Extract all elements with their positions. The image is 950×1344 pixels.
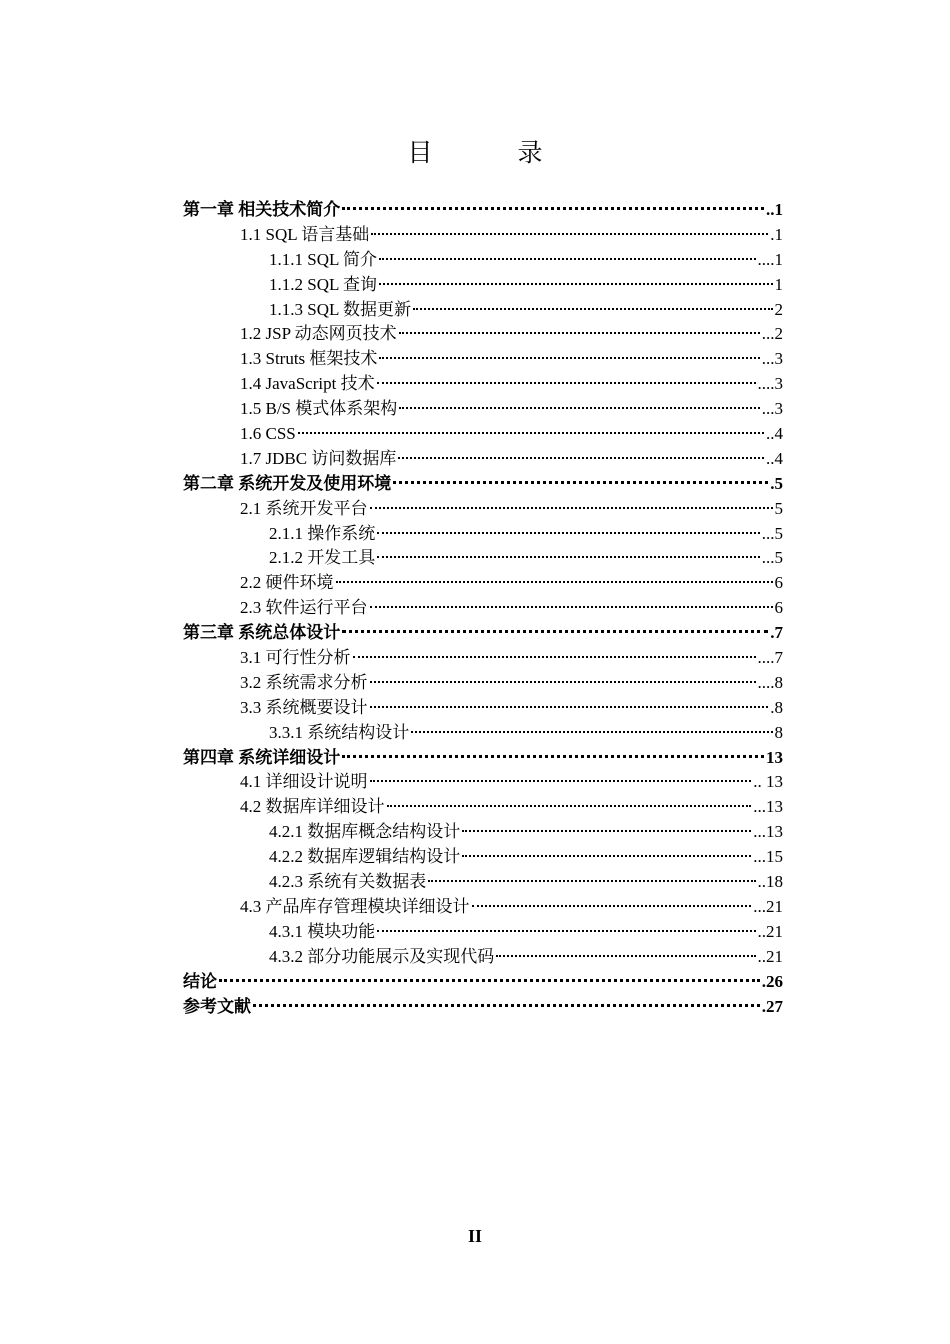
toc-section-entry[interactable] (183, 322, 783, 347)
toc-entry-label: 4.2.3 系统有关数据表 (269, 872, 427, 892)
toc-dot-leader (377, 929, 755, 932)
toc-dot-leader (370, 705, 769, 708)
toc-entry-page: ....8 (757, 672, 783, 692)
toc-entry-page: .26 (761, 971, 783, 991)
toc-entry-page: .5 (770, 473, 783, 493)
toc-entry-page: ..21 (757, 946, 783, 966)
toc-entry-page: ....3 (757, 374, 783, 394)
toc-section-entry[interactable] (183, 497, 783, 522)
toc-entry-page: ...13 (753, 822, 783, 842)
toc-entry-page: ...21 (753, 896, 783, 916)
toc-entry-label: 1.7 JDBC 访问数据库 (240, 448, 397, 468)
toc-dot-leader (342, 206, 764, 210)
toc-entry-page: 8 (774, 722, 783, 742)
toc-entry-label: 4.2 数据库详细设计 (240, 797, 385, 817)
toc-entry-page: 6 (774, 573, 783, 593)
toc-subsection-entry[interactable] (183, 248, 783, 273)
toc-dot-leader (472, 904, 752, 907)
toc-dot-leader (370, 506, 773, 509)
toc-entry-label: 3.1 可行性分析 (240, 648, 351, 668)
toc-subsection-entry[interactable] (183, 945, 783, 970)
toc-entry-label: 2.1.2 开发工具 (269, 548, 376, 568)
toc-entry-label: 第一章 相关技术简介 (183, 200, 341, 219)
toc-subsection-entry[interactable] (183, 920, 783, 945)
toc-section-entry[interactable] (183, 770, 783, 795)
toc-chapter-entry[interactable] (183, 621, 783, 646)
toc-entry-label: 第二章 系统开发及使用环境 (183, 473, 392, 493)
toc-section-entry[interactable] (183, 422, 783, 447)
toc-entry-label: 3.2 系统需求分析 (240, 672, 368, 692)
toc-chapter-entry[interactable] (183, 198, 783, 223)
toc-entry-label: 结论 (183, 971, 217, 991)
toc-dot-leader (342, 629, 768, 633)
toc-subsection-entry[interactable] (183, 298, 783, 323)
toc-dot-leader (253, 1003, 760, 1007)
toc-dot-leader (399, 406, 759, 409)
toc-entry-label: 2.1.1 操作系统 (269, 523, 376, 543)
toc-entry-label: 2.2 硬件环境 (240, 573, 334, 593)
toc-entry-page: ...13 (753, 797, 783, 817)
toc-entry-page: .8 (770, 697, 783, 717)
toc-entry-page: 5 (774, 498, 783, 518)
toc-entry-label: 3.3.1 系统结构设计 (269, 722, 410, 742)
toc-dot-leader (379, 356, 759, 359)
toc-section-entry[interactable] (183, 447, 783, 472)
toc-dot-leader (379, 257, 756, 260)
toc-subsection-entry[interactable] (183, 546, 783, 571)
toc-subsection-entry[interactable] (183, 845, 783, 870)
toc-entry-label: 1.5 B/S 模式体系架构 (240, 399, 398, 419)
toc-entry-page: ..4 (766, 424, 783, 444)
toc-entry-label: 1.1 SQL 语言基础 (240, 224, 370, 244)
toc-dot-leader (496, 954, 755, 957)
toc-dot-leader (342, 754, 764, 758)
toc-section-entry[interactable] (183, 347, 783, 372)
toc-section-entry[interactable] (183, 571, 783, 596)
toc-dot-leader (393, 480, 768, 484)
toc-entry-page: ..4 (766, 448, 783, 468)
toc-dot-leader (398, 456, 764, 459)
toc-entry-label: 2.1 系统开发平台 (240, 498, 368, 518)
toc-dot-leader (370, 779, 752, 782)
toc-dot-leader (298, 431, 764, 434)
toc-entry-page: 13 (766, 747, 783, 767)
toc-section-entry[interactable] (183, 223, 783, 248)
toc-section-entry[interactable] (183, 795, 783, 820)
toc-subsection-entry[interactable] (183, 273, 783, 298)
toc-entry-label: 参考文献 (183, 996, 251, 1016)
toc-chapter-entry[interactable] (183, 746, 783, 771)
page-number: II (467, 1226, 482, 1246)
toc-chapter-entry[interactable] (183, 472, 783, 497)
table-of-contents (183, 198, 783, 1019)
toc-dot-leader (462, 829, 751, 832)
toc-dot-leader (411, 730, 772, 733)
toc-section-entry[interactable] (183, 596, 783, 621)
toc-dot-leader (462, 854, 751, 857)
toc-entry-label: 4.3.2 部分功能展示及实现代码 (269, 946, 495, 966)
toc-dot-leader (370, 605, 773, 608)
toc-section-entry[interactable] (183, 895, 783, 920)
toc-entry-page: .1 (770, 224, 783, 244)
toc-dot-leader (413, 307, 773, 310)
toc-entry-label: 4.1 详细设计说明 (240, 772, 368, 792)
toc-dot-leader (371, 232, 768, 235)
toc-entry-label: 4.3 产品库存管理模块详细设计 (240, 896, 470, 916)
toc-chapter-entry[interactable] (183, 970, 783, 995)
toc-entry-label: 4.3.1 模块功能 (269, 921, 376, 941)
toc-entry-page: 6 (774, 598, 783, 618)
toc-section-entry[interactable] (183, 397, 783, 422)
toc-entry-page: .27 (761, 996, 783, 1016)
toc-dot-leader (387, 804, 752, 807)
toc-dot-leader (377, 381, 756, 384)
toc-dot-leader (428, 879, 755, 882)
toc-dot-leader (370, 680, 756, 683)
toc-chapter-entry[interactable] (183, 995, 783, 1020)
toc-section-entry[interactable] (183, 372, 783, 397)
toc-entry-page: ..1 (766, 200, 783, 219)
toc-entry-page: ...2 (761, 324, 783, 344)
toc-entry-page: ..21 (757, 921, 783, 941)
toc-entry-label: 1.2 JSP 动态网页技术 (240, 324, 397, 344)
toc-section-entry[interactable] (183, 696, 783, 721)
toc-dot-leader (379, 282, 773, 285)
toc-subsection-entry[interactable] (183, 870, 783, 895)
toc-entry-label: 第三章 系统总体设计 (183, 623, 341, 643)
toc-entry-page: ...5 (761, 548, 783, 568)
toc-subsection-entry[interactable] (183, 820, 783, 845)
toc-entry-page: .. 13 (753, 772, 783, 792)
toc-entry-label: 4.2.2 数据库逻辑结构设计 (269, 847, 461, 867)
toc-subsection-entry[interactable] (183, 721, 783, 746)
toc-entry-label: 2.3 软件运行平台 (240, 598, 368, 618)
toc-entry-page: ...3 (761, 349, 783, 369)
toc-entry-label: 4.2.1 数据库概念结构设计 (269, 822, 461, 842)
toc-dot-leader (353, 655, 756, 658)
page-title: 目 录 (407, 138, 573, 167)
toc-entry-label: 1.1.2 SQL 查询 (269, 274, 377, 294)
toc-entry-page: ..18 (757, 872, 783, 892)
toc-section-entry[interactable] (183, 646, 783, 671)
toc-entry-label: 1.3 Struts 框架技术 (240, 349, 378, 369)
toc-entry-label: 1.1.1 SQL 简介 (269, 249, 377, 269)
toc-entry-page: .7 (770, 623, 783, 643)
toc-dot-leader (219, 978, 760, 982)
toc-section-entry[interactable] (183, 671, 783, 696)
toc-dot-leader (336, 580, 773, 583)
toc-entry-page: 2 (774, 299, 783, 319)
toc-entry-page: ....1 (757, 249, 783, 269)
toc-entry-page: ...3 (761, 399, 783, 419)
toc-entry-page: ...15 (753, 847, 783, 867)
toc-entry-label: 3.3 系统概要设计 (240, 697, 368, 717)
toc-dot-leader (377, 555, 760, 558)
toc-entry-page: ....7 (757, 648, 783, 668)
toc-entry-page: ...5 (761, 523, 783, 543)
toc-entry-label: 1.4 JavaScript 技术 (240, 374, 375, 394)
toc-entry-page: 1 (774, 274, 783, 294)
toc-dot-leader (377, 531, 760, 534)
toc-subsection-entry[interactable] (183, 522, 783, 547)
toc-entry-label: 1.1.3 SQL 数据更新 (269, 299, 411, 319)
toc-entry-label: 1.6 CSS (240, 424, 296, 444)
toc-entry-label: 第四章 系统详细设计 (183, 747, 341, 767)
toc-dot-leader (399, 331, 760, 334)
